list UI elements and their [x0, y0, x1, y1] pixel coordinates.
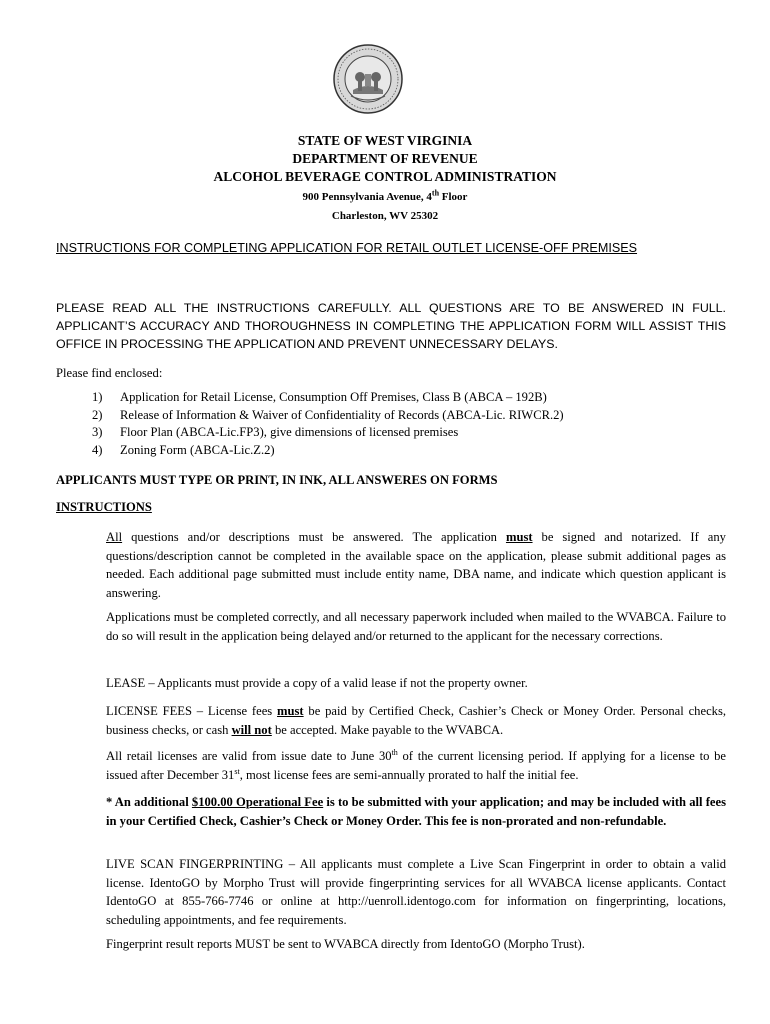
- paragraph-fingerprinting: LIVE SCAN FINGERPRINTING – All applicants must complete a Live Scan Fingerprint in order to obtain a valid license. IdentoGO by Morpho Trust will provide fingerprinting services for all WVABCA license applicants. Contact IdentoGO at 855-766-7746 or online at http://uenroll.identogo.com for information on fingerprinting, locations, scheduling appointments, and fee requirements.: [106, 857, 726, 927]
- instructions-heading: INSTRUCTIONS: [56, 500, 152, 514]
- please-read-notice: PLEASE READ ALL THE INSTRUCTIONS CAREFULLY. ALL QUESTIONS ARE TO BE ANSWERED IN FULL. APPLICANT’S ACCURACY AND THOROUGHNESS IN COMPLETING THE APPLICATION FORM WILL ASSIST THIS OFFICE IN PROCESSING THE APPLICATION AND PREVENT UNNECESSARY DELAYS.: [56, 301, 726, 351]
- paragraph-operational-fee: * An additional $100.00 Operational Fee is to be submitted with your application; and may be included with all fees in your Certified Check, Cashier’s Check or Money Order. This fee is non-prorated and non-refundable.: [106, 795, 727, 828]
- enclosed-label: Please find enclosed:: [56, 366, 163, 380]
- list-item: 4) Zoning Form (ABCA-Lic.Z.2): [92, 442, 275, 457]
- list-item: 1) Application for Retail License, Consumption Off Premises, Class B (ABCA – 192B): [92, 390, 547, 404]
- header-city: Charleston, WV 25302: [331, 210, 439, 222]
- document-title: INSTRUCTIONS FOR COMPLETING APPLICATION FOR RETAIL OUTLET LICENSE-OFF PREMISES: [56, 241, 638, 255]
- paragraph-license-fees: LICENSE FEES – License fees must be paid by Certified Check, Cashier’s Check or Money Order. Personal checks, business checks, or cash will not be accepted. Make payable to the WVABCA.: [106, 704, 727, 737]
- header-state: STATE OF WEST VIRGINIA: [297, 133, 473, 148]
- paragraph-completion: Applications must be completed correctly, and all necessary paperwork included when mailed to the WVABCA. Failure to do so will result in the application being delayed and/or returned to the applicant for the necessary corrections.: [106, 610, 726, 643]
- list-item: 3) Floor Plan (ABCA-Lic.FP3), give dimensions of licensed premises: [92, 425, 459, 439]
- paragraph-validity: All retail licenses are valid from issue date to June 30th of the current licensing period. If applying for a license to be issued after December 31st, most license fees are semi-annually prorated to half the initial fee.: [106, 747, 726, 782]
- header-address: 900 Pennsylvania Avenue, 4th Floor: [302, 188, 468, 203]
- header-department: DEPARTMENT OF REVENUE: [292, 151, 478, 166]
- paragraph-answers: All questions and/or descriptions must be answered. The application must be signed and notarized. If any questions/description cannot be completed in the available space on the application, please submit additional pages as needed. Each additional page submitted must include entity name, DBA name, and indicate which question applicant is answering.: [106, 530, 726, 600]
- list-item: 2) Release of Information & Waiver of Confidentiality of Records (ABCA-Lic. RIWCR.2): [92, 407, 564, 422]
- paragraph-fingerprint-results: Fingerprint result reports MUST be sent to WVABCA directly from IdentoGO (Morpho Trust).: [106, 937, 585, 951]
- must-type-notice: APPLICANTS MUST TYPE OR PRINT, IN INK, ALL ANSWERES ON FORMS: [56, 473, 498, 487]
- enclosure-list: [92, 389, 564, 459]
- header-administration: ALCOHOL BEVERAGE CONTROL ADMINISTRATION: [213, 169, 557, 184]
- paragraph-lease: LEASE – Applicants must provide a copy of a valid lease if not the property owner.: [106, 676, 528, 690]
- state-seal-icon: [333, 44, 403, 114]
